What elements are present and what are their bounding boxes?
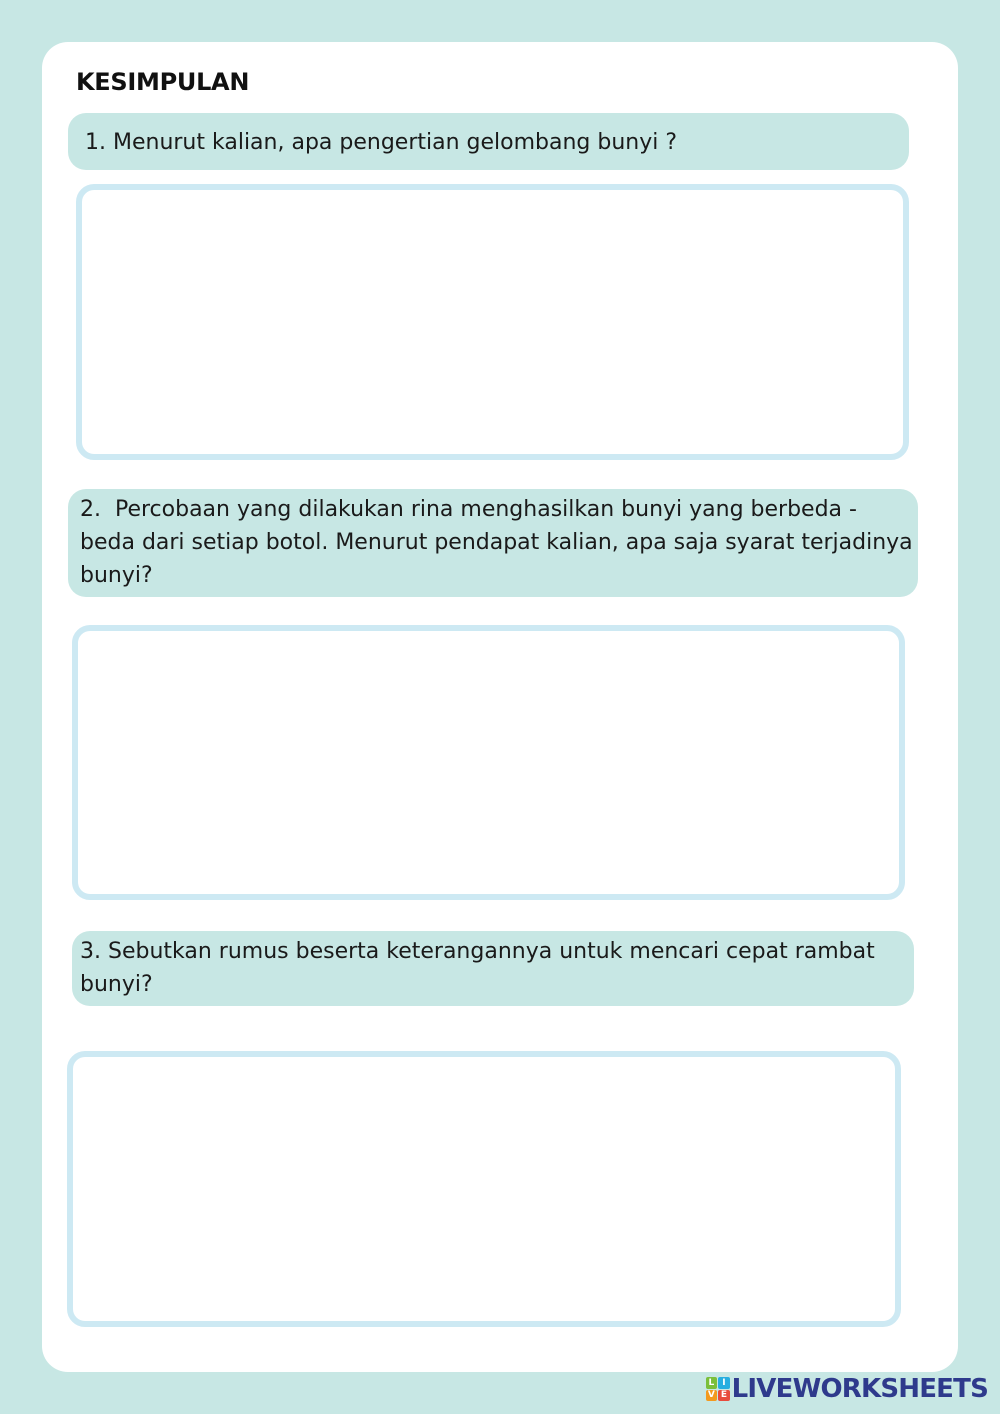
answer-input-2[interactable] — [78, 631, 899, 894]
logo-letter-l: L — [706, 1377, 718, 1389]
logo-letter-v: V — [706, 1390, 718, 1402]
question-1: 1. Menurut kalian, apa pengertian gelombang bunyi ? — [68, 113, 909, 170]
logo-letter-i: I — [718, 1377, 730, 1389]
answer-box-3[interactable] — [67, 1051, 901, 1327]
brand-name: LIVEWORKSHEETS — [731, 1374, 988, 1404]
liveworksheets-logo-icon — [706, 1377, 730, 1401]
answer-box-2[interactable] — [72, 625, 905, 900]
answer-input-1[interactable] — [82, 190, 903, 454]
logo-letter-e: E — [718, 1390, 730, 1402]
liveworksheets-brand[interactable] — [706, 1374, 988, 1404]
answer-box-1[interactable] — [76, 184, 909, 460]
question-2: 2. Percobaan yang dilakukan rina menghasilkan bunyi yang berbeda - beda dari setiap botol. Menurut pendapat kalian, apa saja syarat terjadinya bunyi? — [68, 489, 918, 597]
answer-input-3[interactable] — [73, 1057, 895, 1321]
question-3: 3. Sebutkan rumus beserta keterangannya untuk mencari cepat rambat bunyi? — [72, 931, 914, 1006]
page-title: KESIMPULAN — [76, 68, 250, 96]
